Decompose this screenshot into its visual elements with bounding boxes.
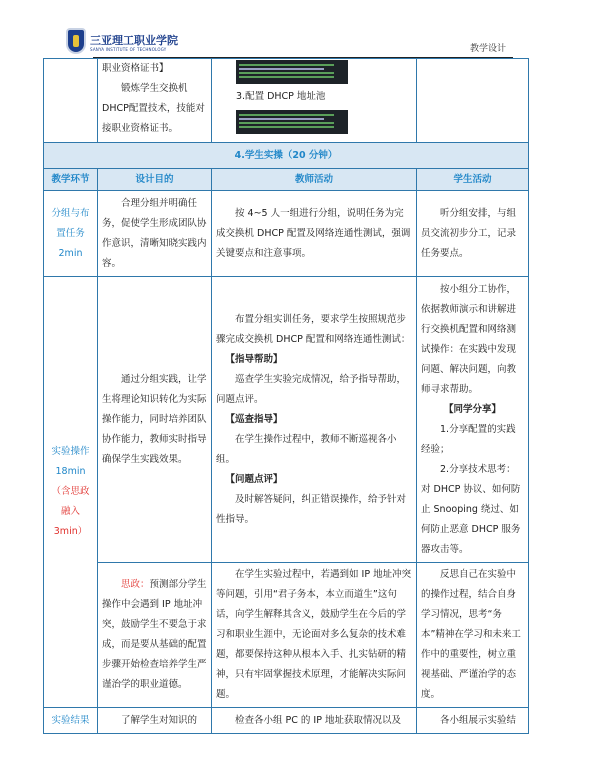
teacher-activity: 检查各小组 PC 的 IP 地址获取情况以及 (212, 708, 417, 734)
student-activity: 听分组安排，与组员交流初步分工，记录任务要点。 (417, 191, 529, 277)
stage: 分组与布置任务 (51, 207, 90, 239)
cli-screenshot (236, 60, 348, 84)
stage: 实验操作 (51, 446, 90, 457)
teacher-activity: 按 4~5 人一组进行分组，说明任务为完成交换机 DHCP 配置及网络连通性测试，强调关键要点和注意事项。 (212, 191, 417, 277)
goal-text: 职业资格证书】 (102, 63, 169, 74)
table-row (44, 708, 529, 734)
stage: 实验结果 (44, 708, 98, 734)
section-title: 4.学生实操（20 分钟） (44, 143, 529, 169)
table-row (44, 59, 529, 143)
subheading: 【问题点评】 (225, 473, 283, 485)
goal-text: 锻炼学生交换机DHCP配置技术，技能对接职业资格证书。 (102, 83, 205, 134)
table-row (44, 563, 529, 708)
table-row (44, 191, 529, 277)
step-label: 3.配置 DHCP 地址池 (236, 91, 326, 102)
column-header: 设计目的 (98, 169, 212, 191)
student-activity: 1.分享配置的实践经验； (421, 423, 516, 455)
ideo-note: （含思政融入3min） (51, 486, 90, 537)
goal-text: 了解学生对知识的 (98, 708, 212, 734)
teacher-activity: 巡查学生实验完成情况，给予指导帮助，问题点评。 (216, 373, 407, 405)
goal-text: 预测部分学生操作中会遇到 IP 地址冲突，鼓励学生不要急于求成，而是要从基础的配置步骤开始检查培养学生严谨治学的职业道德。 (102, 579, 207, 690)
student-activity: 按小组分工协作，依据教师演示和讲解进行交换机配置和网络测试操作：在实践中发现问题、解决问题，向教师寻求帮助。 (421, 283, 517, 395)
stage-time: 18min (55, 466, 86, 477)
table-row (44, 277, 529, 563)
goal-text: 通过分组实践，让学生将理论知识转化为实际操作能力，同时培养团队协作能力，教师实时指导确保学生实践效果。 (98, 277, 212, 563)
ideo-label: 思政： (121, 579, 150, 590)
column-header: 教学环节 (44, 169, 98, 191)
column-header: 教师活动 (212, 169, 417, 191)
column-header: 学生活动 (417, 169, 529, 191)
teacher-activity: 布置分组实训任务，要求学生按照规范步骤完成交换机 DHCP 配置和网络连通性测试： (216, 313, 411, 345)
school-name: 三亚理工职业学院 (90, 34, 178, 47)
subheading: 【巡查指导】 (225, 413, 283, 425)
subheading: 【指导帮助】 (225, 353, 283, 365)
cli-screenshot (236, 110, 348, 134)
stage-time: 2min (58, 247, 83, 259)
subheading: 【同学分享】 (443, 403, 501, 415)
page-header (0, 0, 600, 58)
student-activity: 反思自己在实验中的操作过程，结合自身学习情况，思考“务本”精神在学习和未来工作中的重要性，树立重视基础、严谨治学的态度。 (417, 563, 529, 708)
teacher-activity: 在学生操作过程中，教师不断巡视各小组。 (216, 433, 397, 465)
lesson-table (43, 58, 529, 734)
school-name-en: SANYA INSTITUTE OF TECHNOLOGY (90, 47, 167, 52)
student-activity: 2.分享技术思考：对 DHCP 协议、如何防止 Snooping 绕过、如何防止恶意 DHCP 服务器攻击等。 (421, 463, 521, 555)
teacher-activity: 及时解答疑问，纠正错误操作，给予针对性指导。 (216, 493, 407, 525)
teacher-activity: 在学生实验过程中，若遇到如 IP 地址冲突等问题，引用“君子务本，本立而道生”这句话，向学生解释其含义，鼓励学生在今后的学习和职业生涯中，无论面对多么复杂的技术难题，都要保持这种从根本入手、扎实钻研的精神，只有牢固掌握技术原理，才能解决实际问题。 (212, 563, 417, 708)
doc-type: 教学设计 (470, 44, 507, 54)
column-headers (44, 169, 529, 191)
school-logo-icon (66, 28, 86, 54)
student-activity: 各小组展示实验结 (417, 708, 529, 734)
goal-text: 合理分组并明确任务，促使学生形成团队协作意识，清晰知晓实践内容。 (98, 191, 212, 277)
